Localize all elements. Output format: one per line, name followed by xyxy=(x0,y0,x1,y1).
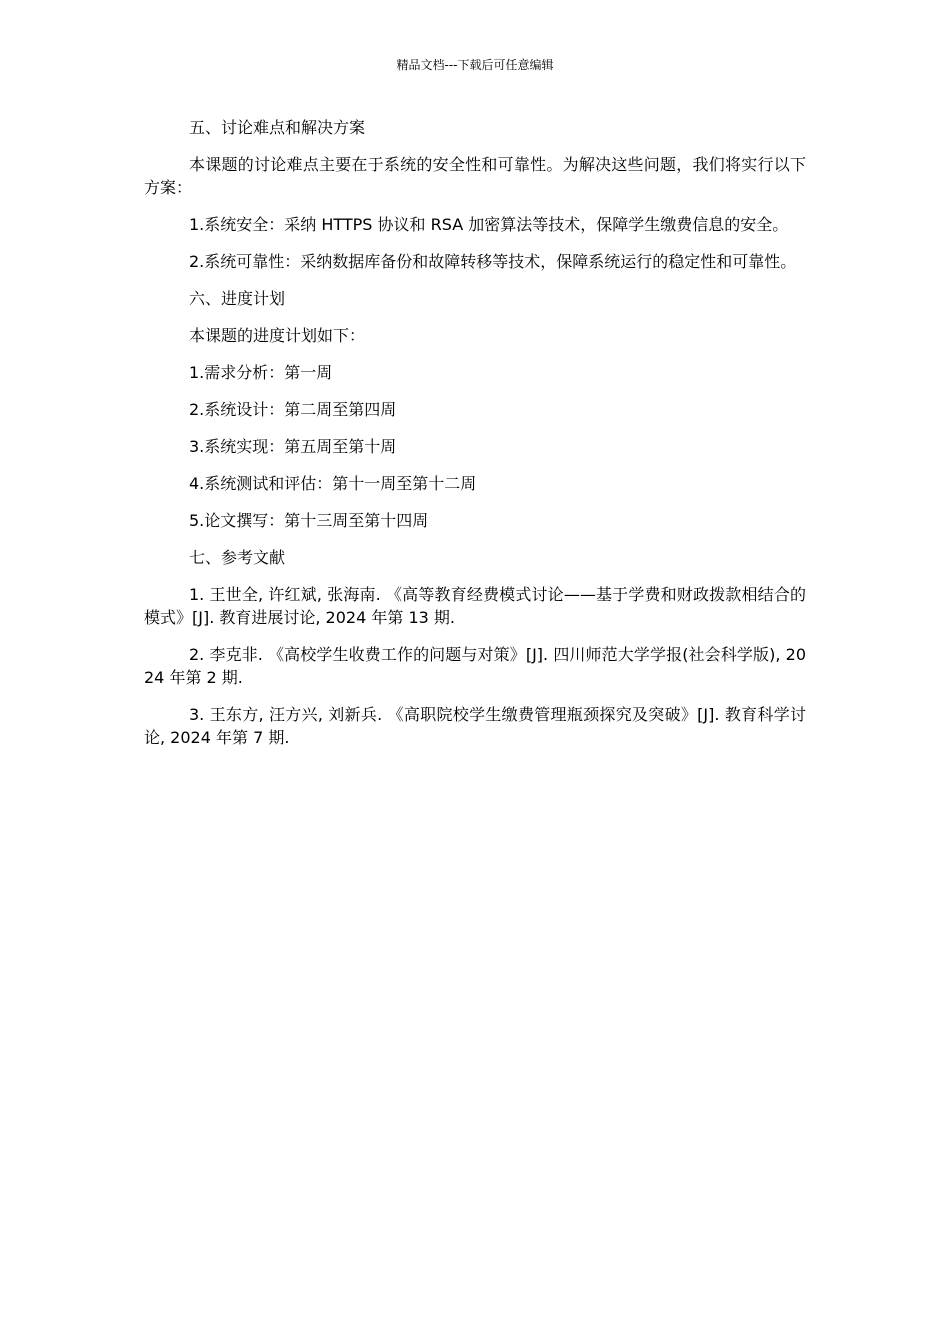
list-item-security: 1.系统安全：采纳 HTTPS 协议和 RSA 加密算法等技术，保障学生缴费信息的安全。 xyxy=(189,215,789,234)
reference-item-3: 3. 王东方, 汪方兴, 刘新兵. 《高职院校学生缴费管理瓶颈探究及突破》[J]. 教育科学讨论, 2024 年第 7 期. xyxy=(144,705,806,747)
reference-item-2: 2. 李克非. 《高校学生收费工作的问题与对策》[J]. 四川师范大学学报(社会科学版), 2024 年第 2 期. xyxy=(144,645,806,687)
paragraph-difficulties-intro: 本课题的讨论难点主要在于系统的安全性和可靠性。为解决这些问题，我们将实行以下方案： xyxy=(144,155,806,197)
list-item-schedule-1: 1.需求分析：第一周 xyxy=(189,363,333,382)
list-item-schedule-4: 4.系统测试和评估：第十一周至第十二周 xyxy=(189,474,477,493)
list-item-schedule-2: 2.系统设计：第二周至第四周 xyxy=(189,400,397,419)
list-item-schedule-5: 5.论文撰写：第十三周至第十四周 xyxy=(189,511,429,530)
section-heading-difficulties: 五、讨论难点和解决方案 xyxy=(189,118,366,137)
list-item-schedule-3: 3.系统实现：第五周至第十周 xyxy=(189,437,397,456)
page-header: 精品文档---下载后可任意编辑 xyxy=(396,58,554,72)
reference-item-1: 1. 王世全, 许红斌, 张海南. 《高等教育经费模式讨论——基于学费和财政拨款相结合的模式》[J]. 教育进展讨论, 2024 年第 13 期. xyxy=(144,585,806,627)
paragraph-schedule-intro: 本课题的进度计划如下： xyxy=(189,326,366,345)
list-item-reliability: 2.系统可靠性：采纳数据库备份和故障转移等技术，保障系统运行的稳定性和可靠性。 xyxy=(189,252,797,271)
section-heading-schedule: 六、进度计划 xyxy=(189,289,286,308)
section-heading-references: 七、参考文献 xyxy=(189,548,286,567)
document-body xyxy=(144,116,806,763)
